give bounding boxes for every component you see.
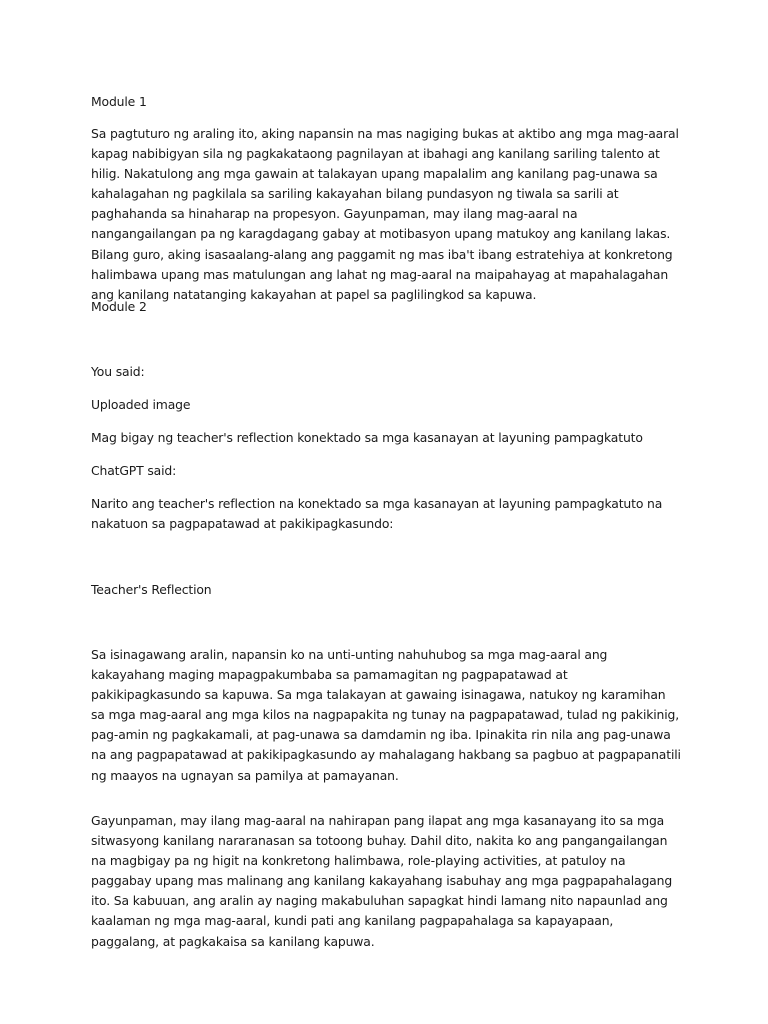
uploaded-image-label: Uploaded image — [91, 397, 191, 412]
user-prompt: Mag bigay ng teacher's reflection konektado sa mga kasanayan at layuning pampagkatuto — [91, 430, 643, 445]
chatgpt-said-label: ChatGPT said: — [91, 463, 177, 478]
reflection-title: Teacher's Reflection — [91, 582, 212, 597]
response-intro: Narito ang teacher's reflection na konektado sa mga kasanayan at layuning pampagkatuto na nakatuon sa pagpapatawad at pakikipagkasundo: — [91, 496, 663, 532]
module2-heading: Module 2 — [91, 299, 147, 314]
you-said-label: You said: — [91, 364, 145, 379]
reflection-paragraph-2: Gayunpaman, may ilang mag-aaral na nahirapan pang ilapat ang mga kasanayang ito sa mga sitwasyong kanilang nararanasan sa totoong buhay. Dahil dito, nakita ko ang pangangailangan na magbigay pa ng higit na konkretong halimbawa, role-playing activities, at patuloy na paggabay upang mas malinang ang kanilang kakayahang isabuhay ang mga pagpapahalagang ito. Sa kabuuan, ang aralin ay naging makabuluhan sapagkat hindi lamang nito napaunlad ang kaalaman ng mga mag-aaral, kundi pati ang kanilang pagpapahalaga sa kapayapaan, paggalang, at pagkakaisa sa kanilang kapuwa. — [91, 813, 673, 949]
module1-heading: Module 1 — [91, 94, 147, 109]
reflection-paragraph-1: Sa isinagawang aralin, napansin ko na unti-unting nahuhubog sa mga mag-aaral ang kakayahang maging mapagpakumbaba sa pamamagitan ng pagpapatawad at pakikipagkasundo sa kapuwa. Sa mga talakayan at gawaing isinagawa, natukoy ng karamihan sa mga mag-aaral ang mga kilos na nagpapakita ng tunay na pagpapatawad, tulad ng pakikinig, pag-amin ng pagkakamali, at pag-unawa sa damdamin ng iba. Ipinakita rin nila ang pag-unawa na ang pagpapatawad at pakikipagkasundo ay mahalagang hakbang sa pagbuo at pagpapanatili ng maayos na ugnayan sa pamilya at pamayanan. — [91, 647, 681, 783]
module1-paragraph: Sa pagtuturo ng araling ito, aking napansin na mas nagiging bukas at aktibo ang mga mag-aaral kapag nabibigyan sila ng pagkakataong pagnilayan at ibahagi ang kanilang sariling talento at hilig. Nakatulong ang mga gawain at talakayan upang mapalalim ang kanilang pag-unawa sa kahalagahan ng pagkilala sa sariling kakayahan bilang pundasyon ng tiwala sa sarili at paghahanda sa hinaharap na propesyon. Gayunpaman, may ilang mag-aaral na nangangailangan pa ng karagdagang gabay at motibasyon upang matukoy ang kanilang lakas. Bilang guro, aking isasaalang-alang ang paggamit ng mas iba't ibang estratehiya at konkretong halimbawa upang mas matulungan ang lahat ng mag-aaral na maipahayag at mapahalagahan ang kanilang natatanging kakayahan at papel sa paglilingkod sa kapuwa. — [91, 126, 679, 302]
